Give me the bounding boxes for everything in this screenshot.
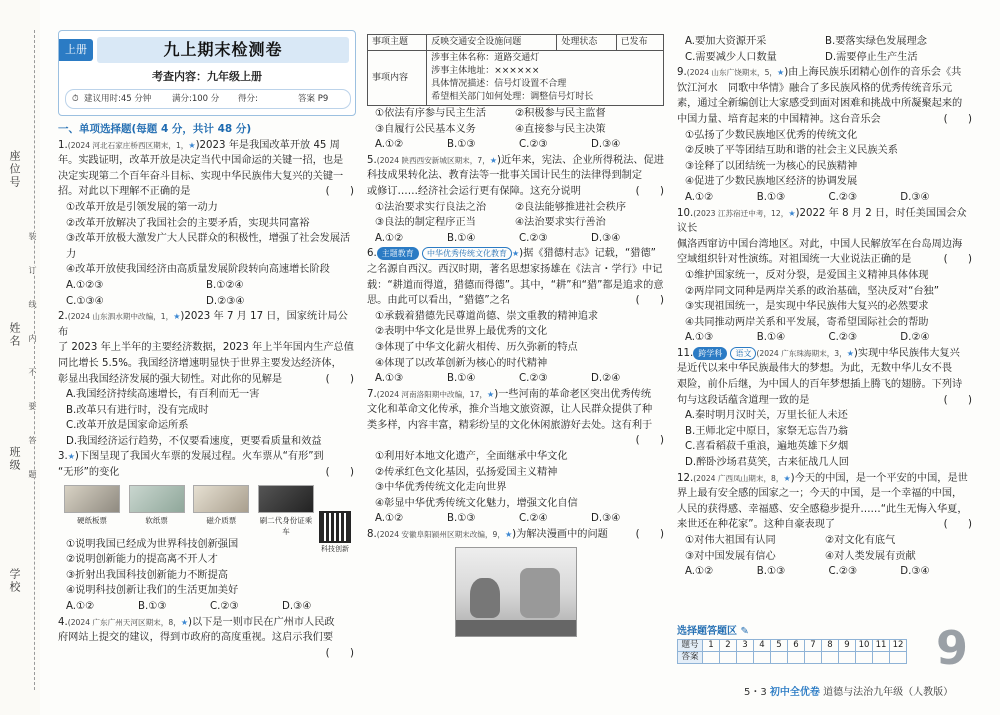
ticket-caption: 磁介质票 — [206, 515, 237, 525]
name-label: 姓名 — [8, 322, 21, 348]
table-line: 涉事主体名称：道路交通灯 — [431, 53, 540, 63]
ticket-id-card — [258, 485, 314, 537]
question-text: 同比增长 5.5%。我国经济增速明显快于世界主要发达经济体， — [58, 357, 342, 369]
footer-brand: 初中全优卷 — [769, 687, 820, 698]
question-text: )2023 年是我国改革开放 45 周 — [195, 139, 340, 151]
page-number-large: 9 — [935, 621, 968, 675]
option-c[interactable]: C.②③ — [210, 601, 239, 613]
answer-cell-2[interactable] — [720, 652, 737, 664]
question-text: 类多样，内容丰富，精彩纷呈的文化休闲旅游好去处。这有利于 — [367, 419, 653, 431]
statement: ③诠释了以团结统一为核心的民族精神 — [685, 160, 858, 172]
topic-chip: 主题教育 — [377, 247, 419, 260]
question-text: )由上海民族乐团精心创作的音乐会《共 — [784, 67, 962, 79]
star-icon: ★ — [777, 68, 785, 78]
question-text: 中国力量、培育起来的中国精神。这台音乐会 — [677, 113, 881, 125]
answer-paren[interactable]: ( ) — [325, 373, 354, 385]
statement: ①维护国家统一，反对分裂，是爱国主义精神具体体现 — [685, 269, 929, 281]
answer-number: 7 — [805, 640, 822, 652]
ticket-caption: 刷二代身份证乘车 — [259, 515, 313, 536]
star-icon: ★ — [188, 140, 196, 150]
column-3 — [677, 34, 972, 580]
table-cell: 反映交通安全设施问题 — [427, 35, 557, 51]
option-a[interactable]: A.要加大资源开采 — [685, 36, 767, 47]
question-6 — [367, 246, 664, 386]
answer-number: 8 — [822, 640, 839, 652]
answer-page: 答案 P9 — [298, 94, 329, 104]
question-text: 界上最有安全感的国家之一；今天的中国，是一个幸福的中国， — [677, 488, 963, 500]
answer-cell-12[interactable] — [890, 652, 907, 664]
question-source: (2024 河北石家庄桥西区期末，1， — [67, 140, 189, 150]
ticket-image — [64, 485, 120, 513]
question-number: 3. — [58, 451, 68, 463]
question-text: 文化和革命文化传承，推介当地文旅资源，让人民群众提供了种 — [367, 404, 653, 416]
option-c[interactable]: C.需要减少人口数量 — [685, 51, 777, 63]
option-d[interactable]: D.③④ — [591, 139, 621, 151]
star-icon: ★ — [846, 348, 854, 358]
statement: ③体现了中华文化薪火相传、历久弥新的特点 — [375, 341, 578, 353]
option-a[interactable]: A.①② — [685, 566, 714, 578]
ticket-caption: 硬纸板票 — [77, 515, 107, 525]
answer-number: 12 — [890, 640, 907, 652]
clock-icon: ⏱ — [72, 94, 79, 104]
answer-paren[interactable]: ( ) — [943, 394, 972, 406]
statement: ②传承红色文化基因，弘扬爱国主义精神 — [375, 466, 558, 478]
cartoon-factory — [470, 578, 500, 618]
exam-scope: 考查内容：九年级上册 — [152, 70, 262, 83]
star-icon: ★ — [487, 389, 495, 399]
option-b[interactable]: B.①③ — [756, 566, 786, 578]
column-1 — [58, 30, 354, 661]
answer-cell-9[interactable] — [839, 652, 856, 664]
question-text: )今天的中国，是一个平安的中国，是世 — [790, 472, 968, 484]
answer-area — [677, 622, 935, 664]
statement: ②两岸同文同种是两岸关系的政治基础，坚决反对“台独” — [685, 285, 939, 297]
pollution-cartoon — [455, 547, 577, 637]
ticket-hard-card — [64, 485, 120, 537]
option-b[interactable]: B.①④ — [447, 373, 476, 385]
statement: ③折射出我国科技创新能力不断提高 — [66, 569, 228, 581]
answer-paren[interactable]: ( ) — [635, 435, 664, 447]
question-number: 6. — [367, 248, 377, 260]
statement: ④对人类发展有贡献 — [825, 550, 916, 562]
option-c[interactable]: C.①③④ — [66, 295, 104, 307]
option-c[interactable]: C.②③ — [828, 191, 858, 203]
answer-number: 11 — [873, 640, 890, 652]
answer-paren[interactable]: ( ) — [325, 467, 354, 479]
qr-icon — [319, 511, 351, 543]
option-c[interactable]: C.②③ — [828, 332, 858, 344]
answer-paren[interactable]: ( ) — [943, 519, 972, 531]
answer-paren[interactable]: ( ) — [325, 647, 354, 659]
ticket-image — [193, 485, 249, 513]
ticket-caption: 软纸票 — [145, 515, 168, 525]
option-c[interactable]: C.②④ — [519, 513, 548, 525]
statement: ①对伟大祖国有认同 — [685, 535, 776, 546]
full-score: 满分:100 分 — [172, 94, 220, 104]
answer-paren[interactable]: ( ) — [635, 529, 664, 541]
question-2 — [58, 309, 354, 449]
cut-mark: 不 — [28, 368, 37, 376]
option-d[interactable]: D.③④ — [591, 513, 621, 525]
question-source: (2024 山东广饶期末，5， — [686, 68, 778, 78]
answer-number: 2 — [720, 640, 737, 652]
cut-mark: 内 — [28, 334, 37, 342]
question-text: 招。对此以下理解不正确的是 — [58, 186, 191, 198]
cut-mark: 装 — [28, 232, 37, 240]
footer-book: 道德与法治九年级（人教版） — [823, 687, 954, 698]
cut-mark: 题 — [28, 470, 37, 478]
ticket-image — [129, 485, 185, 513]
table-cell: 已发布 — [616, 35, 663, 51]
answer-cell-6[interactable] — [788, 652, 805, 664]
option-d[interactable]: D.③④ — [591, 232, 621, 244]
statement: ③良法的制定程序正当 — [375, 217, 476, 229]
question-text: 饮江河水 同歌中华情》融合了多民族风格的优秀传统音乐元 — [677, 82, 953, 94]
question-number: 10. — [677, 207, 694, 219]
cut-mark: 答 — [28, 436, 37, 444]
statement: ①法治要求实行良法之治 — [375, 201, 487, 213]
option-b[interactable]: B.改革只有进行时，没有完成时 — [66, 404, 209, 416]
answer-area-title — [677, 622, 935, 637]
question-text: 科技成果转化法、教育法等一批事关国计民生的法律得到制定 — [367, 170, 643, 182]
answer-number: 10 — [856, 640, 873, 652]
answer-number: 9 — [839, 640, 856, 652]
question-1 — [58, 138, 354, 310]
question-8 — [367, 527, 664, 637]
answer-cell-8[interactable] — [822, 652, 839, 664]
question-text: )以下是一则市民在广州市人民政 — [187, 616, 335, 628]
question-source: (2024 陕西西安新城区期末，7， — [376, 155, 490, 165]
option-c[interactable]: C.②③ — [519, 139, 548, 151]
statement: ①承载着猎德先民尊道尚德、崇文重教的精神追求 — [375, 310, 599, 322]
question-number: 2. — [58, 311, 68, 323]
question-11 — [677, 346, 972, 471]
statement: ③自履行公民基本义务 — [375, 123, 476, 135]
option-c[interactable]: C.②③ — [828, 566, 858, 578]
answer-cell-4[interactable] — [754, 652, 771, 664]
option-d[interactable]: D.醉卧沙场君莫笑，古来征战几人回 — [685, 457, 849, 469]
answer-paren[interactable]: ( ) — [943, 113, 972, 125]
qr-label: 科技创新 — [321, 545, 349, 554]
question-text: )2023 年 7 月 17 日，国家统计局公布 — [58, 311, 348, 338]
question-number: 12. — [677, 472, 694, 484]
question-text: )近年来，宪法、企业所得税法、促进 — [496, 154, 664, 166]
question-text: 佩洛西窜访中国台湾地区。对此，中国人民解放军在台岛周边海 — [677, 238, 963, 250]
statement: ①依法有序参与民主生活 — [375, 108, 487, 119]
question-text: 彰显出我国经济发展的强大韧性。对此你的见解是 — [58, 373, 283, 385]
option-a[interactable]: A.①③ — [375, 373, 404, 385]
statement: ④法治要求实行善治 — [515, 217, 606, 229]
answer-number: 4 — [754, 640, 771, 652]
question-text: 载：“耕道而得道，猎德而得德”。其中，“耕”和“猎”都是追求的意 — [367, 279, 664, 291]
option-d[interactable]: D.②③④ — [206, 295, 245, 307]
option-a[interactable]: A.①② — [375, 232, 404, 244]
question-text: )据《猎德村志》记载，“猎德” — [519, 248, 656, 260]
binding-margin — [0, 0, 40, 715]
exam-title: 九上期末检测卷 — [163, 40, 283, 59]
question-text: 句与这段话蕴含道理一致的是 — [677, 394, 810, 406]
question-text: 之名源自西汉。西汉时期，著名思想家扬雄在《法言・学行》中记 — [367, 263, 663, 275]
statement: ③实现祖国统一，是实现中华民族伟大复兴的必然要求 — [685, 301, 929, 313]
answer-paren[interactable]: ( ) — [635, 185, 664, 197]
answer-number: 6 — [788, 640, 805, 652]
statement: ②对文化有底气 — [825, 535, 896, 546]
option-b[interactable]: B.①③ — [138, 601, 167, 613]
question-text: 人民的获得感、幸福感、安全感稳步提升……“此生无悔入华夏， — [677, 503, 968, 515]
table-line: 涉事主体地址：×××××× — [431, 66, 540, 76]
statement: ①弘扬了少数民族地区优秀的传统文化 — [685, 129, 858, 141]
option-a[interactable]: A.①②③ — [66, 279, 104, 291]
answer-cell-7[interactable] — [805, 652, 822, 664]
ticket-images — [64, 485, 314, 537]
ticket-image — [258, 485, 314, 513]
option-c[interactable]: C.喜看稻菽千重浪，遍地英雄下夕烟 — [685, 441, 849, 453]
qr-code[interactable] — [318, 511, 352, 554]
option-b[interactable]: B.①③ — [447, 139, 476, 151]
answer-number: 3 — [737, 640, 754, 652]
statement: ②表明中华文化是世界上最优秀的文化 — [375, 326, 548, 338]
class-label: 班级 — [8, 446, 21, 472]
question-text: )实现中华民族伟大复兴 — [853, 347, 960, 359]
option-d[interactable]: D.②④ — [900, 332, 930, 344]
answer-paren[interactable]: ( ) — [635, 295, 664, 307]
option-a[interactable]: A.①② — [685, 191, 714, 203]
question-12 — [677, 471, 972, 580]
statement: ④直接参与民主决策 — [515, 123, 606, 135]
table-header: 处理状态 — [557, 35, 616, 51]
question-number: 4. — [58, 616, 68, 628]
question-source: (2024 广东广州天河区期末，8， — [67, 617, 181, 627]
option-d[interactable]: D.需要停止生产生活 — [825, 51, 918, 63]
question-text: 年。实践证明，改革开放是决定当代中国命运的关键一招，也是 — [58, 155, 344, 167]
option-a[interactable]: A.我国经济持续高速增长，有百利而无一害 — [66, 389, 260, 401]
answer-area-label: 选择题答题区 — [677, 626, 737, 637]
question-source: (2024 安徽阜阳颍州区期末改编，9， — [376, 530, 505, 540]
question-5 — [367, 153, 664, 247]
option-a[interactable]: A.①② — [375, 139, 404, 151]
question-text: 艰险，前仆后继，为中国人的百年梦想插上腾飞的翅膀。下列诗 — [677, 379, 963, 391]
statement: ④彰显中华优秀传统文化魅力，增强文化自信 — [375, 497, 578, 509]
question-text: “无形”的变化 — [58, 467, 120, 479]
question-source: (2024 河南洛阳期中改编，17， — [376, 389, 488, 399]
star-icon: ★ — [788, 208, 796, 218]
question-4 — [58, 615, 354, 662]
exam-header — [58, 30, 356, 116]
question-text: )一些河南的革命老区突出优秀传统 — [494, 388, 652, 400]
ticket-soft-paper — [129, 485, 185, 537]
table-line: 具体情况描述：信号灯设置不合理 — [431, 79, 567, 89]
statement: ②反映了平等团结互助和谐的社会主义民族关系 — [685, 145, 898, 157]
question-number: 1. — [58, 139, 68, 151]
cartoon-figure — [520, 568, 560, 618]
q4-suggestion-table — [367, 34, 664, 106]
star-icon: ★ — [67, 452, 75, 462]
star-icon: ★ — [783, 473, 791, 483]
title-band — [97, 37, 349, 63]
footer — [744, 683, 984, 698]
question-3 — [58, 449, 354, 614]
statement: ④共同推动两岸关系和平发展，寄希望国际社会的帮助 — [685, 316, 929, 328]
question-text: 思。由此可以看出，“猎德”之名 — [367, 295, 510, 307]
option-a[interactable]: A.①③ — [685, 332, 714, 344]
answer-cell-11[interactable] — [873, 652, 890, 664]
question-text: )下图呈现了我国火车票的发展过程。火车票从“有形”到 — [74, 451, 324, 463]
statement: ③对中国发展有信心 — [685, 550, 776, 562]
cut-mark: 要 — [28, 402, 37, 410]
question-text: 了 2023 年上半年的主要经济数据，2023 年上半年国内生产总值 — [58, 342, 354, 354]
topic-chip: 跨学科 — [693, 347, 727, 360]
seat-label: 座位号 — [8, 150, 21, 189]
star-icon: ★ — [505, 530, 513, 540]
table-header: 事项主题 — [368, 35, 427, 51]
cut-line — [34, 30, 35, 690]
option-c[interactable]: C.改革开放是国家命运所系 — [66, 420, 189, 432]
question-number: 8. — [367, 529, 377, 541]
pencil-icon: ✎ — [740, 626, 749, 637]
option-b[interactable]: B.①④ — [447, 232, 476, 244]
topic-chip: 中华优秀传统文化教育 — [422, 247, 512, 260]
statement: ②积极参与民主监督 — [515, 108, 606, 119]
statement: ④促进了少数民族地区经济的协调发展 — [685, 176, 858, 188]
question-number: 11. — [677, 347, 694, 359]
option-b[interactable]: B.①③ — [756, 191, 786, 203]
question-source: (2024 山东泗水期中改编，1， — [67, 312, 174, 322]
question-7 — [367, 387, 664, 527]
statement: ②说明创新能力的提高离不开人才 — [66, 554, 218, 566]
statement: ③中华优秀传统文化走向世界 — [375, 482, 507, 494]
statement: ①改革开放是引领发展的第一动力 — [66, 201, 218, 213]
section-title: 一、单项选择题(每题 4 分，共计 48 分) — [58, 123, 252, 135]
option-c[interactable]: C.②③ — [519, 232, 548, 244]
cut-mark: 线 — [28, 300, 37, 308]
answer-number: 1 — [703, 640, 720, 652]
answer-cell-10[interactable] — [856, 652, 873, 664]
option-d[interactable]: D.③④ — [900, 191, 930, 203]
answer-paren[interactable]: ( ) — [943, 254, 972, 266]
statement: ④说明科技创新让我们的生活更加美好 — [66, 585, 239, 597]
question-9 — [677, 65, 972, 205]
question-text: 是近代以来中华民族最伟大的梦想。为此，无数中华儿女不畏 — [677, 363, 953, 375]
cut-mark: 订 — [28, 266, 37, 274]
table-header: 事项内容 — [368, 51, 427, 106]
table-cell — [427, 51, 664, 106]
star-icon: ★ — [511, 249, 520, 259]
info-bar — [65, 89, 351, 109]
option-d[interactable]: D.我国经济运行趋势，不仅要看速度，更要看质量和效益 — [66, 435, 322, 447]
ticket-magnetic — [193, 485, 249, 537]
cartoon-ground — [456, 620, 576, 636]
suggested-time: 建议用时:45 分钟 — [84, 94, 152, 104]
star-icon: ★ — [173, 312, 181, 322]
statement: ②改革开放解决了我国社会的主要矛盾，实现共同富裕 — [66, 217, 310, 229]
option-b[interactable]: B.①③ — [447, 513, 476, 525]
option-d[interactable]: D.②④ — [591, 373, 621, 385]
school-label: 学校 — [8, 568, 21, 594]
option-b[interactable]: B.①②④ — [206, 279, 244, 291]
answer-row-label: 答案 — [678, 652, 703, 664]
score-obtained: 得分: — [238, 94, 258, 104]
question-10 — [677, 206, 972, 346]
question-source: (2024 广东珠海期末，3， — [756, 348, 847, 358]
answer-cell-3[interactable] — [737, 652, 754, 664]
question-number: 7. — [367, 388, 377, 400]
option-c[interactable]: C.②③ — [519, 373, 548, 385]
statement: ①说明我国已经成为世界科技创新强国 — [66, 538, 239, 550]
volume-tag: 上册 — [59, 39, 93, 61]
answer-number: 5 — [771, 640, 788, 652]
statement: ④改革开放使我国经济由高质量发展阶段转向高速增长阶段 — [66, 264, 330, 276]
answer-cell-1[interactable] — [703, 652, 720, 664]
star-icon: ★ — [489, 155, 497, 165]
statement: ③改革开放极大激发广大人民群众的积极性，增强了社会发展活力 — [66, 233, 351, 260]
statement: ②良法能够推进社会秩序 — [515, 201, 627, 213]
answer-grid — [677, 639, 907, 664]
question-text: )为解决漫画中的问题 — [512, 529, 608, 541]
question-text: )2022 年 8 月 2 日，时任美国国会众议长 — [677, 207, 967, 235]
footer-series: 5・3 — [744, 687, 767, 698]
question-text: 决定实现第二个百年奋斗目标、实现中华民族伟大复兴的关键一 — [58, 170, 344, 182]
question-text: 空域组织针对性演练。对祖国统一大业说法正确的是 — [677, 254, 912, 266]
option-b[interactable]: B.要落实绿色发展理念 — [825, 36, 927, 47]
option-d[interactable]: D.③④ — [282, 601, 312, 613]
star-icon: ★ — [180, 617, 188, 627]
question-text: 来世还在种花家”。这种自豪表现了 — [677, 519, 836, 531]
question-number: 5. — [367, 154, 377, 166]
answer-paren[interactable]: ( ) — [325, 186, 354, 198]
option-a[interactable]: A.①② — [375, 513, 404, 525]
option-d[interactable]: D.③④ — [900, 566, 930, 578]
option-a[interactable]: A.秦时明月汉时关，万里长征人未还 — [685, 410, 848, 422]
question-source: (2024 广西凤山期末，8， — [693, 473, 784, 483]
question-number: 9. — [677, 67, 687, 79]
question-source: (2023 江苏宿迁中考，12， — [693, 208, 789, 218]
option-b[interactable]: B.王师北定中原日，家祭无忘告乃翁 — [685, 425, 849, 437]
statement: ①利用好本地文化遗产，全面继承中华文化 — [375, 451, 568, 463]
question-text: 素，通过全新编创让大家感受到面对困难和挑战中所凝聚起来的 — [677, 98, 963, 110]
option-a[interactable]: A.①② — [66, 601, 95, 613]
option-b[interactable]: B.①④ — [756, 332, 786, 344]
statement: ④体现了以改革创新为核心的时代精神 — [375, 357, 548, 369]
column-2 — [367, 34, 664, 637]
answer-cell-5[interactable] — [771, 652, 788, 664]
question-text: 或修订……经济社会运行更有保障。这充分说明 — [367, 185, 581, 197]
topic-chip: 语文 — [730, 347, 756, 360]
answer-row-label: 题号 — [678, 640, 703, 652]
table-line: 希望相关部门如何处理：调整信号灯时长 — [431, 92, 594, 102]
question-text: 府网站上提交的建议，得到市政府的高度重视。这启示我们要 — [58, 632, 334, 644]
